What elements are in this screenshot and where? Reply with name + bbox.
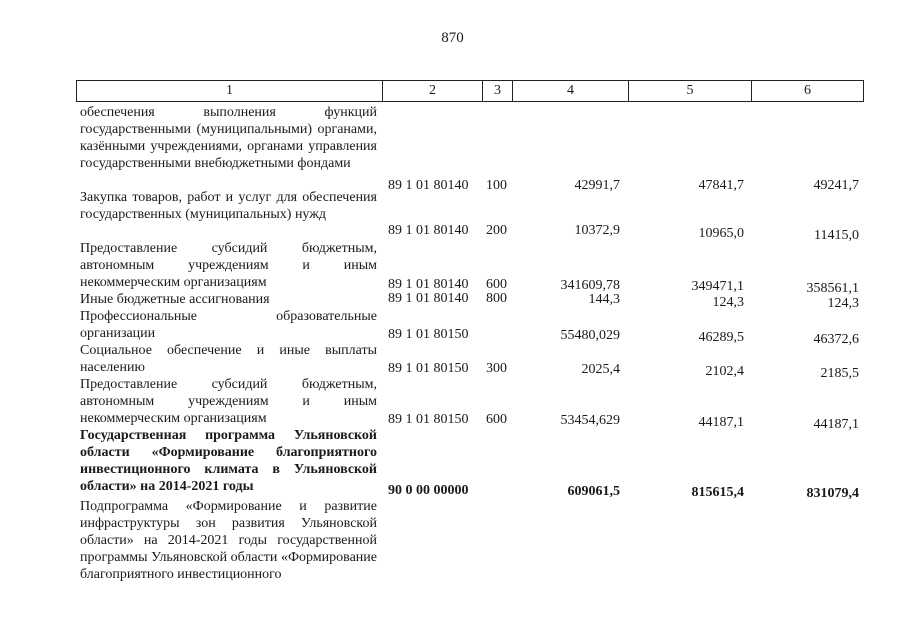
row-value-col6: 124,3 (827, 296, 859, 311)
header-col-4: 4 (512, 80, 629, 102)
row-code: 89 1 01 80140 (388, 291, 469, 306)
row-code: 89 1 01 80140 (388, 223, 469, 238)
row-description: Закупка товаров, работ и услуг для обеспечения государственных (муниципальных) нужд (80, 190, 377, 222)
row-value-col5: 10965,0 (698, 226, 744, 241)
program-value-col5: 815615,4 (691, 485, 744, 500)
header-col-3: 3 (482, 80, 513, 102)
row-code: 89 1 01 80150 (388, 412, 469, 427)
row-value-col6: 358561,1 (806, 281, 859, 296)
row-value-col5: 46289,5 (698, 330, 744, 345)
row-value-col6: 11415,0 (814, 228, 859, 243)
header-col-6: 6 (751, 80, 864, 102)
header-col-1: 1 (76, 80, 383, 102)
row-description: Предоставление субсидий бюджетным, автономным учреждениям и иным некоммерческим организациям (80, 377, 377, 426)
row-value-col4: 53454,629 (560, 413, 620, 428)
program-title: Государственная программа Ульяновской области «Формирование благоприятного инвестиционного климата в Ульяновской области» на 2014-2021 годы (80, 428, 377, 494)
row-code: 89 1 01 80150 (388, 361, 469, 376)
row-value-col6: 2185,5 (820, 366, 859, 381)
row-description: Предоставление субсидий бюджетным, автономным учреждениям и иным некоммерческим организациям (80, 241, 377, 290)
row-description: Социальное обеспечение и иные выплаты населению (80, 343, 377, 375)
row-expense-type: 800 (486, 291, 507, 306)
row-value-col4: 55480,029 (560, 328, 620, 343)
subprogram-title: Подпрограмма «Формирование и развитие инфраструктуры зон развития Ульяновской области» на 2014-2021 годы государственной программы Ульяновской области «Формирование благоприятного инвестиционного (80, 499, 377, 582)
row-description: обеспечения выполнения функций государственными (муниципальными) органами, казёнными учреждениями, органами управления государственными внебюджетными фондами (80, 105, 377, 171)
row-value-col4: 42991,7 (574, 178, 620, 193)
row-value-col4: 341609,78 (560, 278, 620, 293)
row-expense-type: 200 (486, 223, 507, 238)
row-value-col6: 49241,7 (813, 178, 859, 193)
row-description: Иные бюджетные ассигнования (80, 292, 270, 307)
row-expense-type: 100 (486, 178, 507, 193)
row-value-col5: 124,3 (712, 295, 744, 310)
row-value-col6: 44187,1 (813, 417, 859, 432)
row-value-col4: 2025,4 (581, 362, 620, 377)
row-value-col5: 349471,1 (691, 279, 744, 294)
row-expense-type: 300 (486, 361, 507, 376)
row-code: 89 1 01 80150 (388, 327, 469, 342)
table-header (76, 80, 864, 104)
row-value-col4: 10372,9 (574, 223, 620, 238)
row-value-col5: 2102,4 (705, 364, 744, 379)
row-description: Профессиональные образовательные организации (80, 309, 377, 341)
row-value-col6: 46372,6 (813, 332, 859, 347)
page-number: 870 (441, 30, 464, 46)
row-value-col4: 144,3 (588, 292, 620, 307)
program-value-col4: 609061,5 (567, 484, 620, 499)
row-code: 89 1 01 80140 (388, 178, 469, 193)
row-value-col5: 47841,7 (698, 178, 744, 193)
header-col-5: 5 (628, 80, 752, 102)
row-expense-type: 600 (486, 412, 507, 427)
program-code: 90 0 00 00000 (388, 483, 469, 498)
program-value-col6: 831079,4 (806, 486, 859, 501)
row-code: 89 1 01 80140 (388, 277, 469, 292)
row-value-col5: 44187,1 (698, 415, 744, 430)
row-expense-type: 600 (486, 277, 507, 292)
header-col-2: 2 (382, 80, 483, 102)
